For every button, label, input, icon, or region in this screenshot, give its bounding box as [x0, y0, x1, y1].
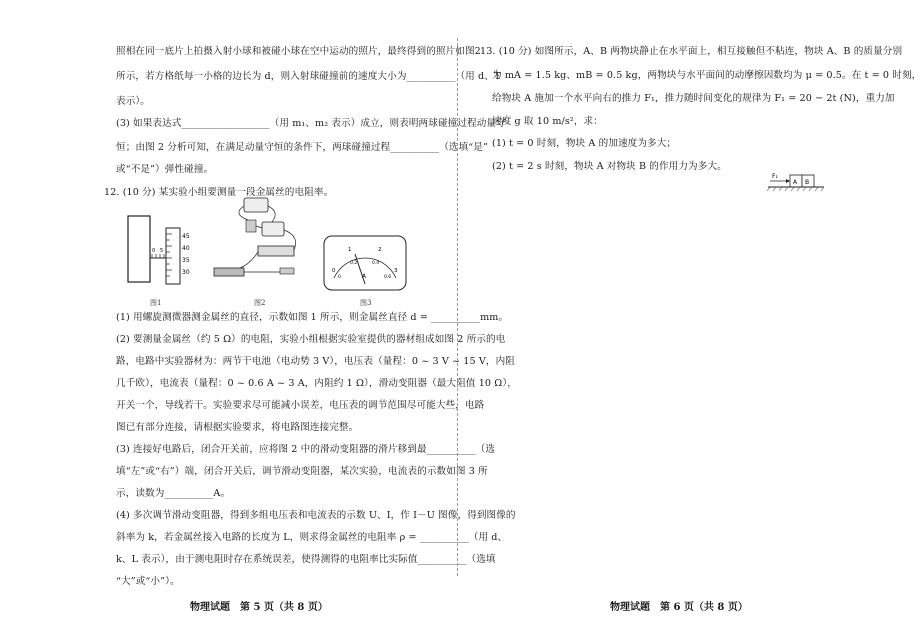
micrometer-scale-mark: 0 [152, 248, 156, 254]
dial-inner-label: 0.4 [372, 261, 380, 266]
text-line: (1) t = 0 时刻，物块 A 的加速度为多大； [492, 138, 677, 149]
voltmeter [244, 198, 268, 212]
text-line: k、L 表示），由于测电阻时存在系统误差，使得测得的电阻率比实际值__________（选填 [116, 554, 496, 565]
block-a-label: A [793, 179, 798, 186]
micrometer-thimble [166, 228, 180, 284]
text-line: 所示，若方格纸每一小格的边长为 d，则入射球碰撞前的速度大小为__________（用 d、T [116, 71, 501, 82]
battery [214, 268, 244, 276]
figure-3-ammeter-dial [322, 234, 408, 292]
text-line: 路，电路中实验器材为：两节干电池（电动势 3 V），电压表（量程：0 ~ 3 V ~ 15 V，内阻 [116, 356, 515, 367]
text-line: (2) t = 2 s 时刻，物块 A 对物块 B 的作用力为多大。 [492, 161, 727, 172]
micrometer-scale-mark: 5 [160, 248, 164, 254]
force-label: F₁ [772, 173, 778, 180]
text-line: “大”或“小”）。 [116, 576, 180, 587]
dial-frame [324, 236, 406, 290]
text-line: 照相在同一底片上拍摄入射小球和被碰小球在空中运动的照片，最终得到的照片如图2 [116, 46, 481, 57]
right-page [460, 0, 921, 630]
force-arrowhead [786, 179, 790, 183]
dial-inner-label: 0.2 [350, 261, 358, 266]
text-line: 表示）。 [116, 96, 150, 107]
ammeter [262, 222, 284, 236]
question-13-heading: 13. (10 分) 如图所示，A、B 两物块静止在水平面上，相互接触但不粘连，物块 A、B 的质量分别 [480, 46, 903, 57]
text-line: 示，读数为__________A。 [116, 488, 231, 499]
text-line: 给物块 A 施加一个水平向右的推力 F₁，推力随时间变化的规律为 F₁ = 20 − 2t (N)，重力加 [492, 93, 895, 104]
text-line: 图已有部分连接，请根据实验要求，将电路图连接完整。 [116, 422, 359, 433]
ground-hatching [767, 187, 824, 191]
figure-1-micrometer [120, 214, 196, 296]
dial-scale-label: 1 [348, 247, 352, 253]
figure-2-caption: 图2 [254, 299, 266, 307]
micrometer-body [128, 216, 150, 282]
text-line: 为 mA = 1.5 kg、mB = 0.5 kg，两物块与水平面间的动摩擦因数均为 μ = 0.5。在 t = 0 时刻， [492, 70, 921, 81]
text-line: (4) 多次调节滑动变阻器，得到多组电压表和电流表的示数 U、I，作 I－U 图像，得到图像的 [116, 510, 516, 521]
dial-unit: A [362, 273, 367, 280]
dial-scale-label: 0 [332, 268, 336, 274]
figure-3-caption: 图3 [360, 299, 372, 307]
micrometer-tick-label: 45 [182, 233, 190, 240]
text-line: (2) 要测量金属丝（约 5 Ω）的电阻，实验小组根据实验室提供的器材组成如图 2 所示的电 [116, 334, 506, 345]
text-line: 开关一个，导线若干。实验要求尽可能减小误差，电压表的调节范围尽可能大些，电路 [116, 400, 485, 411]
question-12-heading: 12. (10 分) 某实验小组要测量一段金属丝的电阻率。 [104, 187, 334, 198]
figure-blocks [766, 170, 826, 192]
switch [280, 268, 294, 274]
text-line: (1) 用螺旋测微器测金属丝的直径，示数如图 1 所示，则金属丝直径 d = __________mm。 [116, 312, 509, 323]
page-divider [457, 38, 458, 576]
text-line: (3) 如果表达式__________________（用 m₁、m₂ 表示）成立，则表明两球碰撞过程动量守 [116, 118, 506, 129]
text-line: 斜率为 k，若金属丝接入电路的长度为 L，则求得金属丝的电阻率 ρ = __________（用 d、 [116, 532, 508, 543]
figure-1-caption: 图1 [150, 299, 162, 307]
rheostat [258, 246, 294, 256]
text-line: 或“不是”）弹性碰撞。 [116, 164, 214, 175]
text-line: 填“左”或“右”）端，闭合开关后，调节滑动变阻器，某次实验，电流表的示数如图 3 所 [116, 466, 488, 477]
text-line: (3) 连接好电路后，闭合开关前，应将图 2 中的滑动变阻器的滑片移到最__________（选 [116, 444, 496, 455]
resistor-wire [246, 220, 256, 232]
dial-inner-label: 0 [338, 275, 341, 280]
micrometer-tick-label: 40 [182, 245, 190, 252]
micrometer-tick-label: 35 [182, 257, 190, 264]
block-b-label: B [805, 179, 810, 186]
figure-2-circuit [210, 194, 306, 286]
text-line: 恒；由图 2 分析可知，在满足动量守恒的条件下，两球碰撞过程__________（选填“是” [116, 142, 488, 153]
text-line: 几千欧），电流表（量程：0 ~ 0.6 A ~ 3 A，内阻约 1 Ω），滑动变阻器（最大阻值 10 Ω）， [116, 378, 517, 389]
dial-scale-label: 2 [378, 247, 382, 253]
micrometer-tick-label: 30 [182, 269, 190, 276]
text-line: 速度 g 取 10 m/s²，求： [492, 116, 603, 127]
dial-inner-label: 0.6 [384, 275, 392, 280]
page-footer-right: 物理试题 第 6 页（共 8 页） [610, 602, 748, 613]
dial-scale-label: 3 [394, 268, 398, 274]
page-footer-left: 物理试题 第 5 页（共 8 页） [190, 602, 328, 613]
